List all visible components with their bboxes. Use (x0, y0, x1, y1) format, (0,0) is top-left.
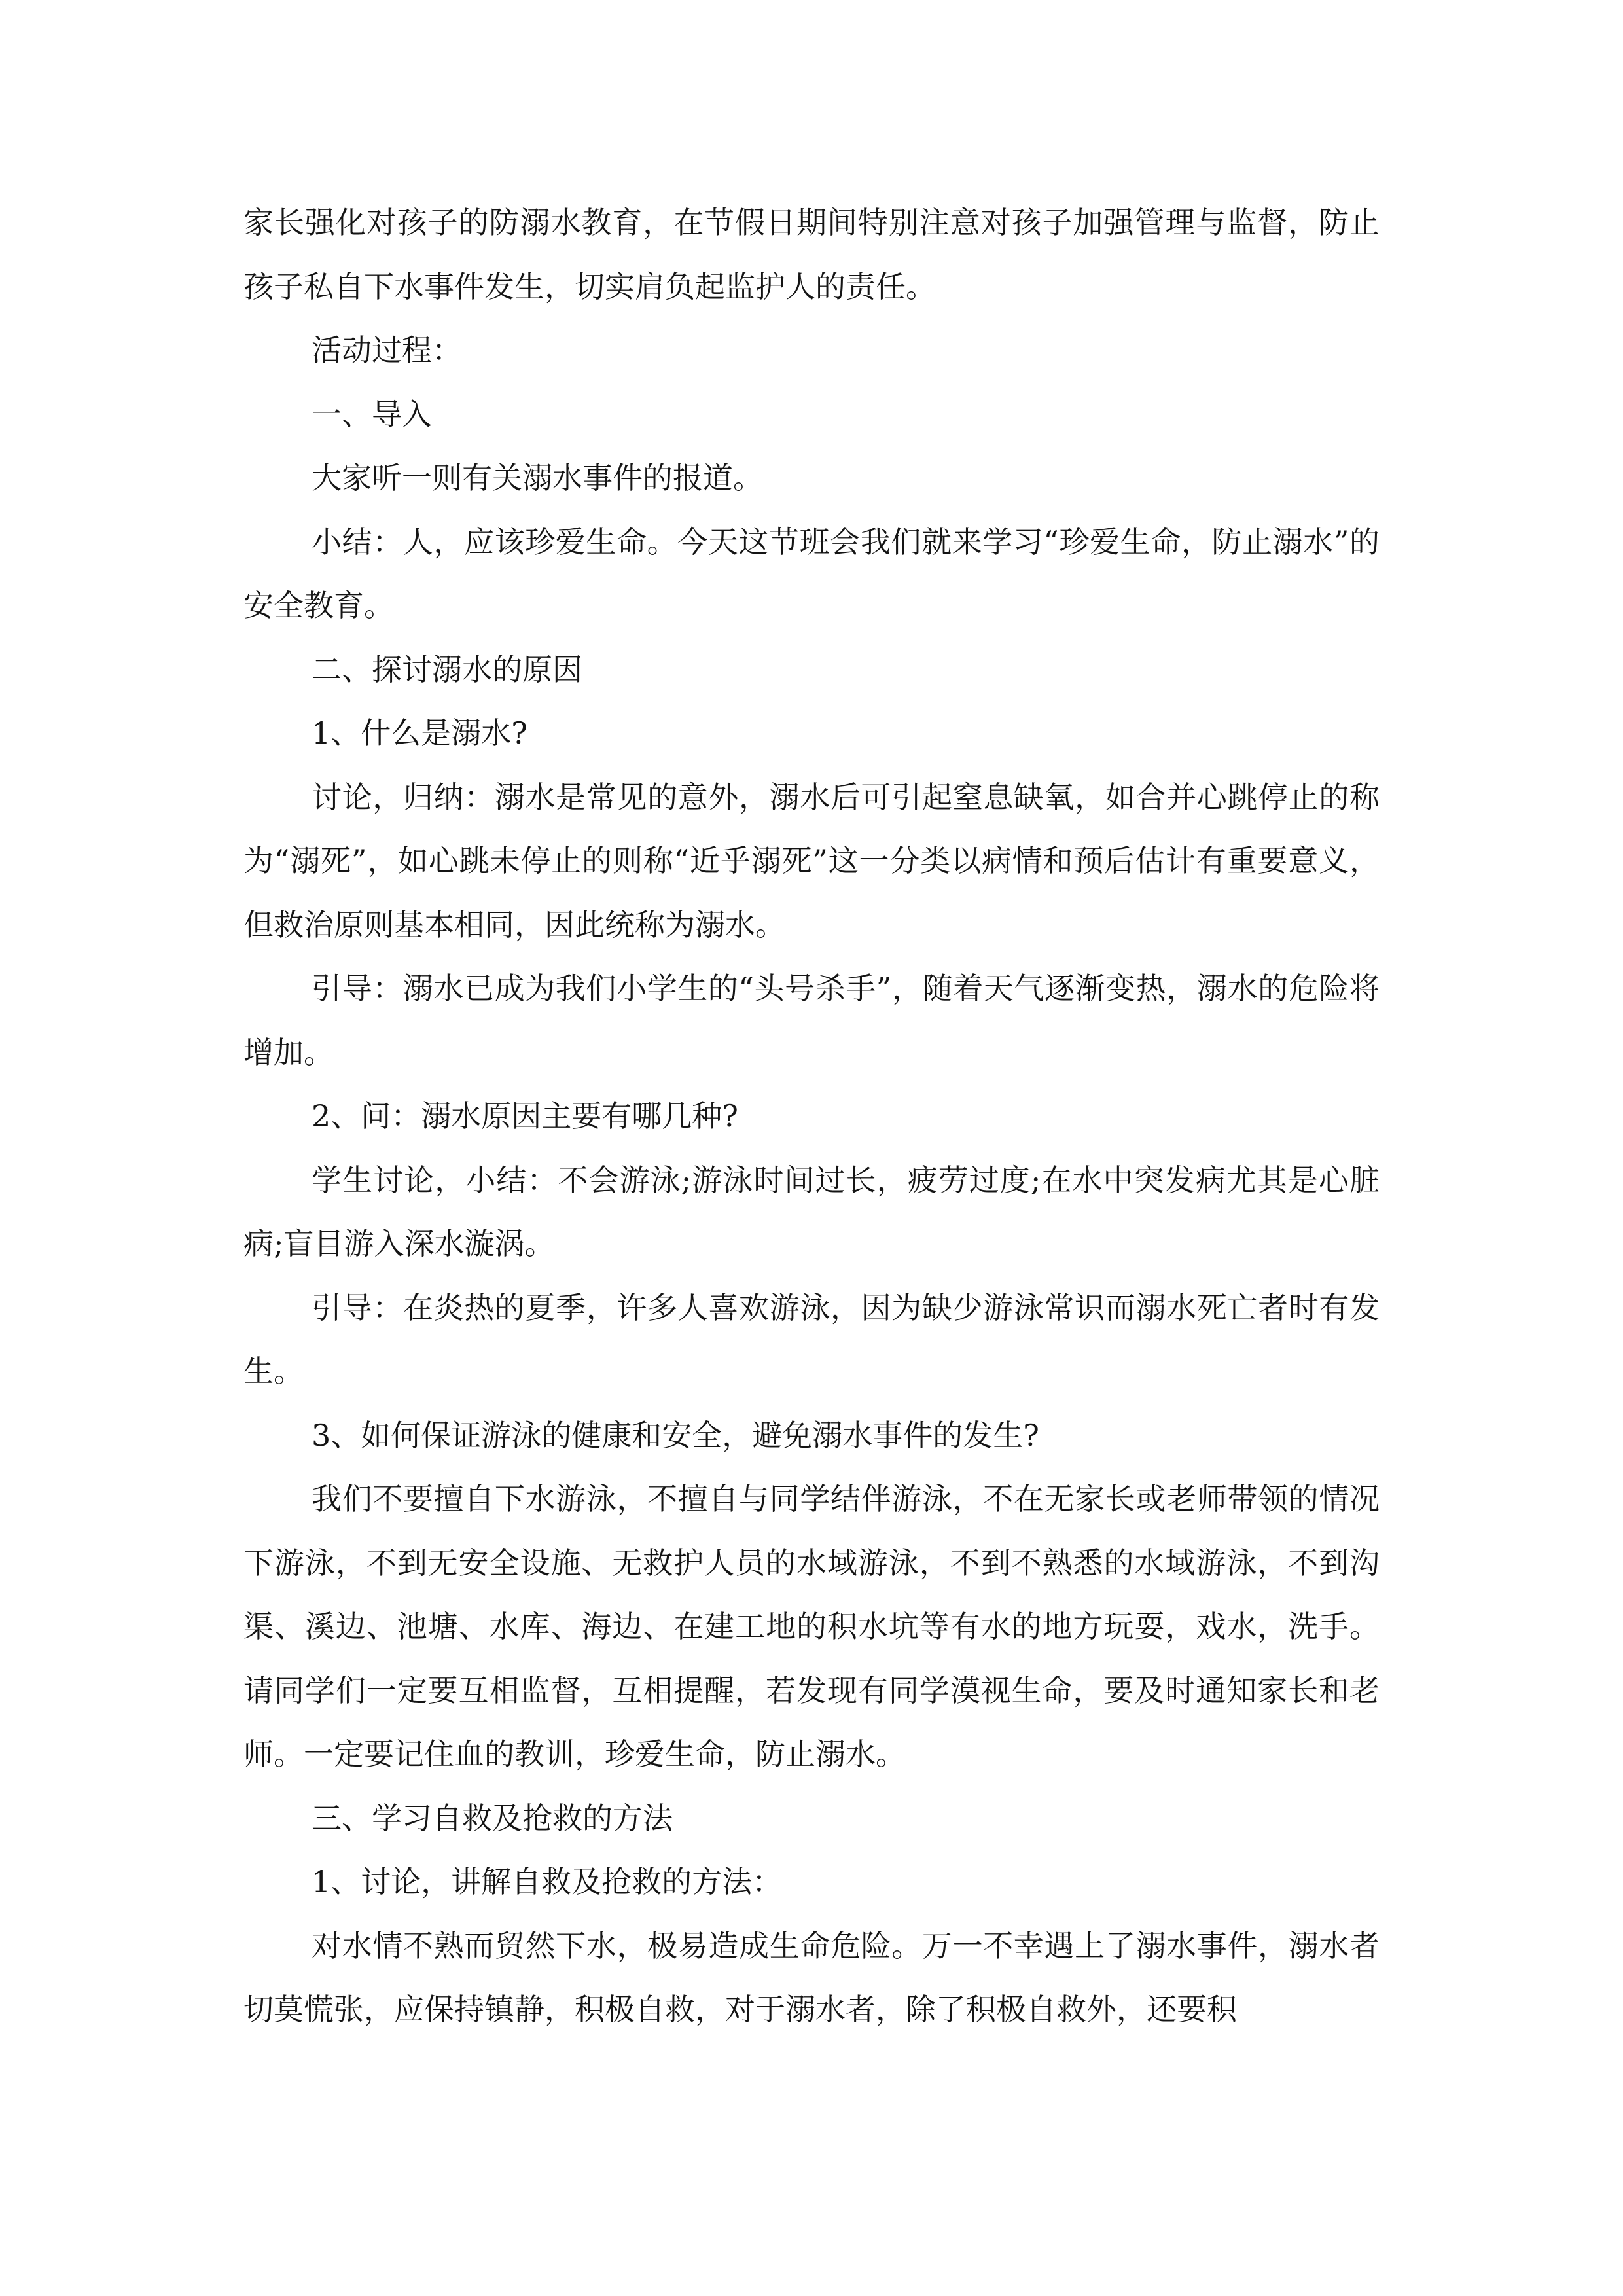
paragraph-4: 大家听一则有关溺水事件的报道。 (312, 460, 763, 495)
paragraph-16: 1、讨论，讲解自救及抢救的方法： (312, 1864, 783, 1899)
paragraph-6: 二、探讨溺水的原因 (312, 651, 582, 687)
paragraph-15: 三、学习自救及抢救的方法 (312, 1800, 673, 1836)
paragraph-13: 3、如何保证游泳的健康和安全，避免溺水事件的发生? (312, 1417, 1039, 1453)
paragraph-12: 引导：在炎热的夏季，许多人喜欢游泳，因为缺少游泳常识而溺水死亡者时有发生。 (243, 1289, 1380, 1389)
paragraph-7: 1、什么是溺水? (312, 715, 527, 751)
paragraph-10: 2、问：溺水原因主要有哪几种? (312, 1098, 738, 1134)
paragraph-11: 学生讨论，小结：不会游泳;游泳时间过长，疲劳过度;在水中突发病尤其是心脏病;盲目游入深水漩涡。 (243, 1162, 1380, 1261)
paragraph-17: 对水情不熟而贸然下水，极易造成生命危险。万一不幸遇上了溺水事件，溺水者切莫慌张，应保持镇静，积极自救，对于溺水者，除了积极自救外，还要积 (243, 1928, 1380, 2027)
paragraph-3: 一、导入 (312, 396, 432, 432)
paragraph-2: 活动过程： (312, 332, 462, 368)
document-body (243, 191, 1380, 2042)
paragraph-9: 引导：溺水已成为我们小学生的“头号杀手”，随着天气逐渐变热，溺水的危险将增加。 (243, 971, 1380, 1070)
paragraph-8: 讨论，归纳：溺水是常见的意外，溺水后可引起窒息缺氧，如合并心跳停止的称为“溺死”，如心跳未停止的则称“近乎溺死”这一分类以病情和预后估计有重要意义，但救治原则基本相同，因此统称为溺水。 (243, 779, 1380, 942)
paragraph-1: 家长强化对孩子的防溺水教育，在节假日期间特别注意对孩子加强管理与监督，防止孩子私自下水事件发生，切实肩负起监护人的责任。 (243, 205, 1380, 304)
paragraph-14: 我们不要擅自下水游泳，不擅自与同学结伴游泳，不在无家长或老师带领的情况下游泳，不到无安全设施、无救护人员的水域游泳，不到不熟悉的水域游泳，不到沟渠、溪边、池塘、水库、海边、在建工地的积水坑等有水的地方玩耍，戏水，洗手。请同学们一定要互相监督，互相提醒，若发现有同学漠视生命，要及时通知家长和老师。一定要记住血的教训，珍爱生命，防止溺水。 (243, 1481, 1380, 1772)
paragraph-5: 小结：人，应该珍爱生命。今天这节班会我们就来学习“珍爱生命，防止溺水”的安全教育。 (243, 524, 1380, 623)
